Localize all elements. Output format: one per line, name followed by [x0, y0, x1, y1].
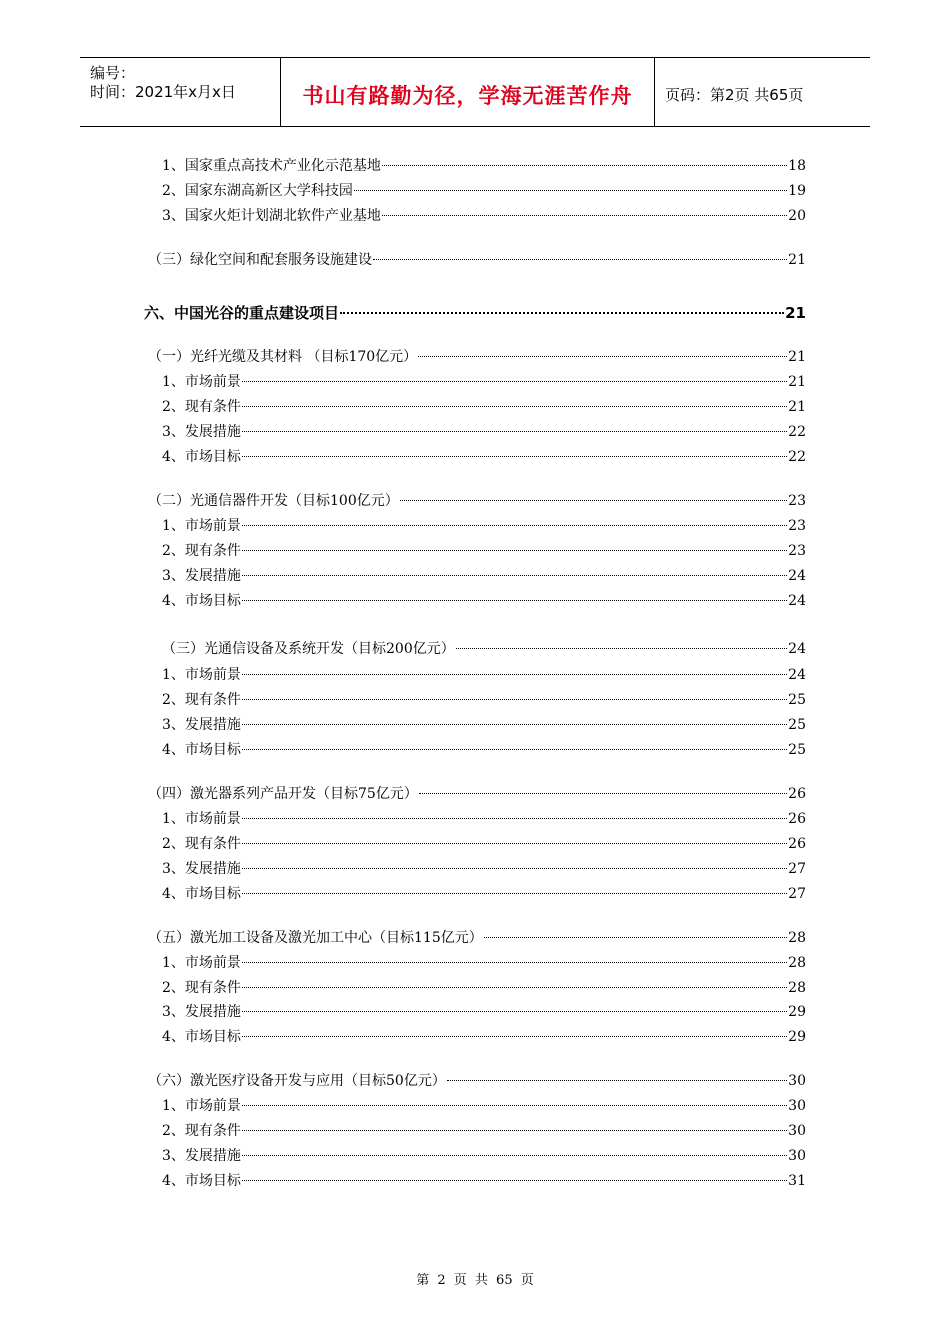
toc-entry[interactable] — [162, 953, 806, 973]
toc-entry[interactable] — [162, 978, 806, 998]
document-time-label: 时间：2021年x月x日 — [90, 83, 236, 101]
toc-entry[interactable] — [162, 715, 806, 735]
toc-entry-label: 2、现有条件 — [162, 692, 241, 708]
toc-entry-page: 25 — [788, 742, 806, 758]
toc-entry-label: （四）激光器系列产品开发（目标75亿元） — [148, 786, 418, 802]
toc-entry-page: 27 — [788, 886, 806, 902]
toc-entry-label: 3、发展措施 — [162, 568, 241, 584]
header-page-code: 页码：第2页 共65页 — [665, 86, 804, 104]
toc-entry-page: 26 — [788, 786, 806, 802]
toc-entry-page: 21 — [788, 349, 806, 365]
toc-entry[interactable] — [148, 784, 806, 804]
toc-leader — [456, 648, 787, 649]
toc-entry-label: 4、市场目标 — [162, 1173, 241, 1189]
toc-leader — [400, 500, 787, 501]
toc-entry[interactable] — [148, 347, 806, 367]
toc-entry-page: 21 — [785, 304, 806, 322]
toc-entry-page: 20 — [788, 208, 806, 224]
toc-entry[interactable] — [148, 928, 806, 948]
toc-entry-label: 4、市场目标 — [162, 886, 241, 902]
toc-entry[interactable] — [162, 859, 806, 879]
toc-entry-label: 1、市场前景 — [162, 374, 241, 390]
toc-entry-label: 4、市场目标 — [162, 593, 241, 609]
toc-entry-label: 1、市场前景 — [162, 667, 241, 683]
toc-leader — [242, 381, 787, 382]
toc-entry[interactable] — [148, 1071, 806, 1091]
toc-entry[interactable] — [162, 206, 806, 226]
toc-entry[interactable] — [148, 250, 806, 270]
toc-entry-label: （五）激光加工设备及激光加工中心（目标115亿元） — [148, 930, 483, 946]
toc-entry-label: 六、中国光谷的重点建设项目 — [144, 304, 340, 322]
toc-entry[interactable] — [162, 1002, 806, 1022]
toc-entry-page: 31 — [788, 1173, 806, 1189]
toc-entry-page: 23 — [788, 543, 806, 559]
toc-leader — [382, 215, 787, 216]
toc-leader — [242, 1130, 787, 1131]
toc-entry-label: 2、现有条件 — [162, 543, 241, 559]
toc-leader — [242, 962, 787, 963]
toc-leader — [419, 793, 787, 794]
toc-entry[interactable] — [162, 1027, 806, 1047]
toc-leader — [242, 1180, 787, 1181]
toc-entry-label: 2、国家东湖高新区大学科技园 — [162, 183, 353, 199]
header-motto: 书山有路勤为径，学海无涯苦作舟 — [302, 84, 633, 108]
toc-entry-page: 22 — [788, 424, 806, 440]
toc-entry[interactable] — [162, 397, 806, 417]
toc-entry-label: 2、现有条件 — [162, 980, 241, 996]
toc-entry[interactable] — [162, 447, 806, 467]
toc-entry-page: 21 — [788, 399, 806, 415]
toc-entry-page: 30 — [788, 1123, 806, 1139]
toc-leader — [418, 356, 787, 357]
toc-entry[interactable] — [162, 740, 806, 760]
toc-leader — [242, 1011, 787, 1012]
toc-entry-page: 21 — [788, 252, 806, 268]
toc-leader — [242, 575, 787, 576]
toc-entry-page: 19 — [788, 183, 806, 199]
toc-entry[interactable] — [162, 1121, 806, 1141]
toc-entry-page: 23 — [788, 518, 806, 534]
toc-leader — [484, 937, 787, 938]
toc-leader — [242, 456, 787, 457]
toc-entry-page: 28 — [788, 930, 806, 946]
toc-leader — [242, 893, 787, 894]
toc-entry-label: 3、发展措施 — [162, 861, 241, 877]
toc-entry-page: 30 — [788, 1073, 806, 1089]
toc-entry[interactable] — [162, 541, 806, 561]
toc-entry-page: 24 — [788, 568, 806, 584]
toc-entry[interactable] — [162, 422, 806, 442]
toc-entry-page: 27 — [788, 861, 806, 877]
toc-leader — [354, 190, 787, 191]
toc-entry-label: 1、市场前景 — [162, 955, 241, 971]
toc-leader — [242, 674, 787, 675]
toc-entry[interactable] — [162, 566, 806, 586]
toc-entry[interactable] — [162, 1096, 806, 1116]
toc-chapter-entry[interactable] — [144, 303, 806, 323]
toc-entry-label: 4、市场目标 — [162, 1029, 241, 1045]
toc-entry-label: （一）光纤光缆及其材料 （目标170亿元） — [148, 349, 418, 365]
toc-entry-label: 2、现有条件 — [162, 836, 241, 852]
toc-leader — [242, 1036, 787, 1037]
toc-leader — [242, 699, 787, 700]
toc-entry-label: 3、发展措施 — [162, 717, 241, 733]
toc-leader — [242, 749, 787, 750]
toc-entry-page: 29 — [788, 1029, 806, 1045]
toc-entry[interactable] — [162, 181, 806, 201]
toc-entry[interactable] — [162, 591, 806, 611]
toc-entry-page: 26 — [788, 811, 806, 827]
toc-entry[interactable] — [162, 665, 806, 685]
toc-leader — [382, 165, 787, 166]
toc-entry-label: 1、市场前景 — [162, 1098, 241, 1114]
toc-leader — [242, 1105, 787, 1106]
toc-entry-page: 30 — [788, 1098, 806, 1114]
toc-entry[interactable] — [162, 884, 806, 904]
toc-leader — [242, 868, 787, 869]
toc-entry-page: 24 — [788, 667, 806, 683]
toc-leader — [242, 550, 787, 551]
toc-entry-page: 30 — [788, 1148, 806, 1164]
toc-entry[interactable] — [148, 491, 806, 511]
toc-entry[interactable] — [162, 1171, 806, 1191]
toc-entry-label: 3、国家火炬计划湖北软件产业基地 — [162, 208, 381, 224]
toc-entry-label: 3、发展措施 — [162, 424, 241, 440]
toc-entry-page: 28 — [788, 955, 806, 971]
toc-leader — [373, 259, 787, 260]
toc-entry-page: 24 — [788, 641, 806, 657]
document-number-label: 编号： — [90, 64, 136, 82]
toc-entry-label: 1、国家重点高技术产业化示范基地 — [162, 158, 381, 174]
toc-entry-page: 21 — [788, 374, 806, 390]
toc-entry-page: 25 — [788, 692, 806, 708]
toc-entry-page: 25 — [788, 717, 806, 733]
toc-entry-page: 18 — [788, 158, 806, 174]
toc-entry-label: 4、市场目标 — [162, 742, 241, 758]
toc-leader — [242, 600, 787, 601]
toc-entry-page: 23 — [788, 493, 806, 509]
toc-entry[interactable] — [162, 809, 806, 829]
toc-entry-label: （三）光通信设备及系统开发（目标200亿元） — [162, 641, 455, 657]
toc-entry-label: 1、市场前景 — [162, 811, 241, 827]
toc-leader — [242, 843, 787, 844]
toc-entry[interactable] — [162, 834, 806, 854]
toc-entry[interactable] — [162, 156, 806, 176]
toc-entry-label: （三）绿化空间和配套服务设施建设 — [148, 252, 372, 268]
toc-leader — [242, 431, 787, 432]
toc-entry-page: 24 — [788, 593, 806, 609]
toc-leader — [340, 312, 784, 314]
toc-entry-page: 28 — [788, 980, 806, 996]
toc-entry[interactable] — [162, 372, 806, 392]
toc-entry-label: （二）光通信器件开发（目标100亿元） — [148, 493, 399, 509]
toc-leader — [242, 987, 787, 988]
toc-entry-label: （六）激光医疗设备开发与应用（目标50亿元） — [148, 1073, 446, 1089]
toc-entry-label: 4、市场目标 — [162, 449, 241, 465]
page-footer: 第 2 页 共 65 页 — [416, 1273, 534, 1288]
toc-entry-page: 26 — [788, 836, 806, 852]
toc-entry[interactable] — [162, 639, 806, 659]
toc-entry[interactable] — [162, 690, 806, 710]
toc-leader — [242, 406, 787, 407]
toc-entry[interactable] — [162, 1146, 806, 1166]
toc-entry-label: 1、市场前景 — [162, 518, 241, 534]
toc-entry-label: 2、现有条件 — [162, 1123, 241, 1139]
toc-entry[interactable] — [162, 516, 806, 536]
toc-leader — [242, 724, 787, 725]
toc-entry-page: 29 — [788, 1004, 806, 1020]
toc-leader — [447, 1080, 787, 1081]
toc-leader — [242, 818, 787, 819]
toc-entry-label: 3、发展措施 — [162, 1148, 241, 1164]
toc-entry-page: 22 — [788, 449, 806, 465]
toc-entry-label: 2、现有条件 — [162, 399, 241, 415]
toc-leader — [242, 1155, 787, 1156]
toc-leader — [242, 525, 787, 526]
toc-entry-label: 3、发展措施 — [162, 1004, 241, 1020]
